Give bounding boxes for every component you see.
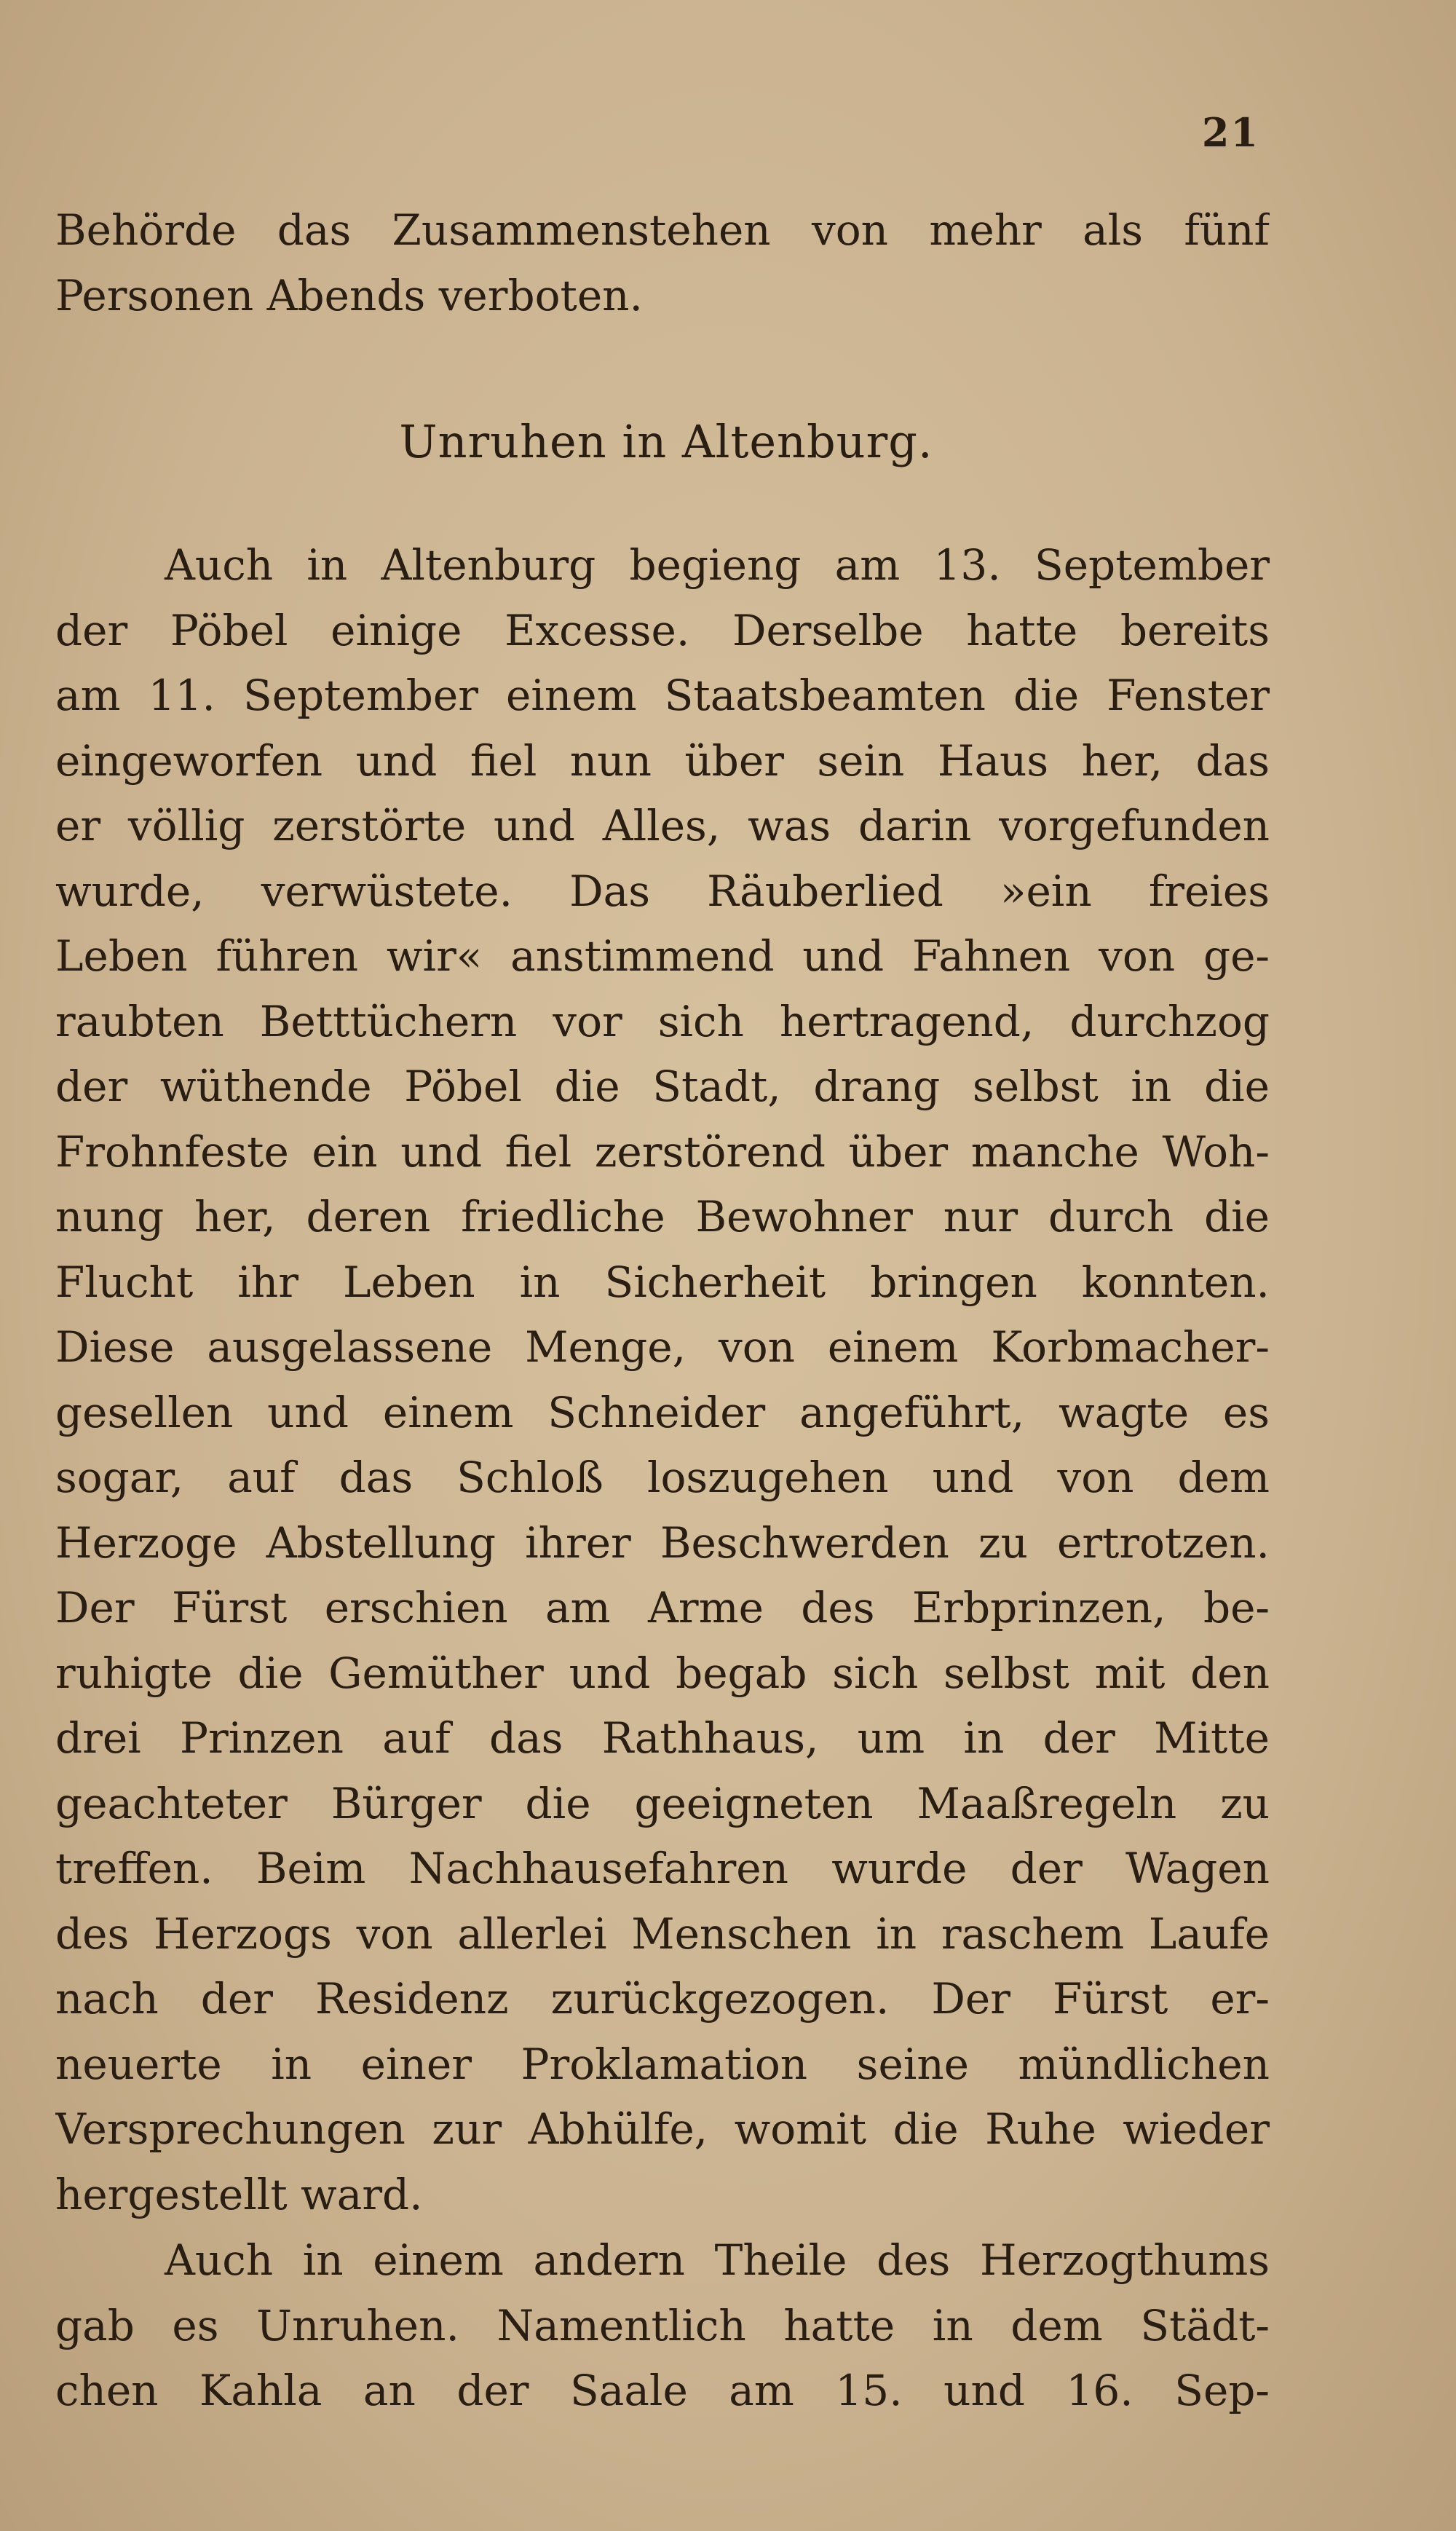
intro-paragraph xyxy=(55,198,1270,328)
text-line: Personen Abends verboten. xyxy=(55,270,643,320)
text-line: wurde, verwüstete. Das Räuberlied »ein freies xyxy=(55,866,1270,916)
text-line: raubten Betttüchern vor sich hertragend, durchzog xyxy=(55,996,1270,1046)
text-line: gab es Unruhen. Namentlich hatte in dem Städt- xyxy=(55,2300,1270,2350)
text-line: nung her, deren friedliche Bewohner nur durch die xyxy=(55,1192,1270,1241)
paragraph-altenburg xyxy=(55,533,1270,2227)
text-line: der Pöbel einige Excesse. Derselbe hatte bereits xyxy=(55,605,1270,655)
text-line: Herzoge Abstellung ihrer Beschwerden zu ertrotzen. xyxy=(55,1517,1270,1568)
text-line: sogar, auf das Schloß loszugehen und von dem xyxy=(55,1453,1270,1502)
text-line: treffen. Beim Nachhausefahren wurde der Wagen xyxy=(55,1844,1270,1893)
text-line: nach der Residenz zurückgezogen. Der Fürst er- xyxy=(55,1974,1270,2023)
page-number: 21 xyxy=(1201,109,1259,156)
text-line: chen Kahla an der Saale am 15. und 16. Sep- xyxy=(55,2366,1270,2415)
text-line: der wüthende Pöbel die Stadt, drang selbst in die xyxy=(55,1062,1270,1111)
text-line: Der Fürst erschien am Arme des Erbprinzen, be- xyxy=(55,1583,1270,1632)
text-line: Diese ausgelassene Menge, von einem Korbmacher- xyxy=(55,1322,1270,1372)
text-line: am 11. September einem Staatsbeamten die Fenster xyxy=(55,671,1270,720)
text-line: Auch in einem andern Theile des Herzogthums xyxy=(165,2235,1270,2285)
text-line: Versprechungen zur Abhülfe, womit die Ruhe wieder xyxy=(55,2104,1270,2154)
text-line: er völlig zerstörte und Alles, was darin vorgefunden xyxy=(55,801,1270,850)
text-line: neuerte in einer Proklamation seine mündlichen xyxy=(55,2039,1270,2089)
section-heading: Unruhen in Altenburg. xyxy=(399,415,933,468)
text-line: Frohnfeste ein und fiel zerstörend über manche Woh- xyxy=(55,1126,1270,1177)
text-line: drei Prinzen auf das Rathhaus, um in der Mitte xyxy=(55,1713,1270,1763)
text-line: eingeworfen und fiel nun über sein Haus her, das xyxy=(55,735,1270,786)
text-line: Auch in Altenburg begieng am 13. September xyxy=(165,540,1270,590)
text-line: gesellen und einem Schneider angeführt, wagte es xyxy=(55,1387,1270,1437)
text-line: hergestellt ward. xyxy=(55,2169,423,2219)
text-line: Leben führen wir« anstimmend und Fahnen von ge- xyxy=(55,931,1270,981)
paragraph-kahla xyxy=(55,2228,1270,2424)
text-line: des Herzogs von allerlei Menschen in raschem Laufe xyxy=(55,1908,1270,1959)
text-line: Flucht ihr Leben in Sicherheit bringen konnten. xyxy=(55,1257,1270,1307)
text-line: geachteter Bürger die geeigneten Maaßregeln zu xyxy=(55,1778,1270,1828)
text-line: Behörde das Zusammenstehen von mehr als fünf xyxy=(55,205,1270,255)
text-line: ruhigte die Gemüther und begab sich selbst mit den xyxy=(55,1648,1270,1698)
